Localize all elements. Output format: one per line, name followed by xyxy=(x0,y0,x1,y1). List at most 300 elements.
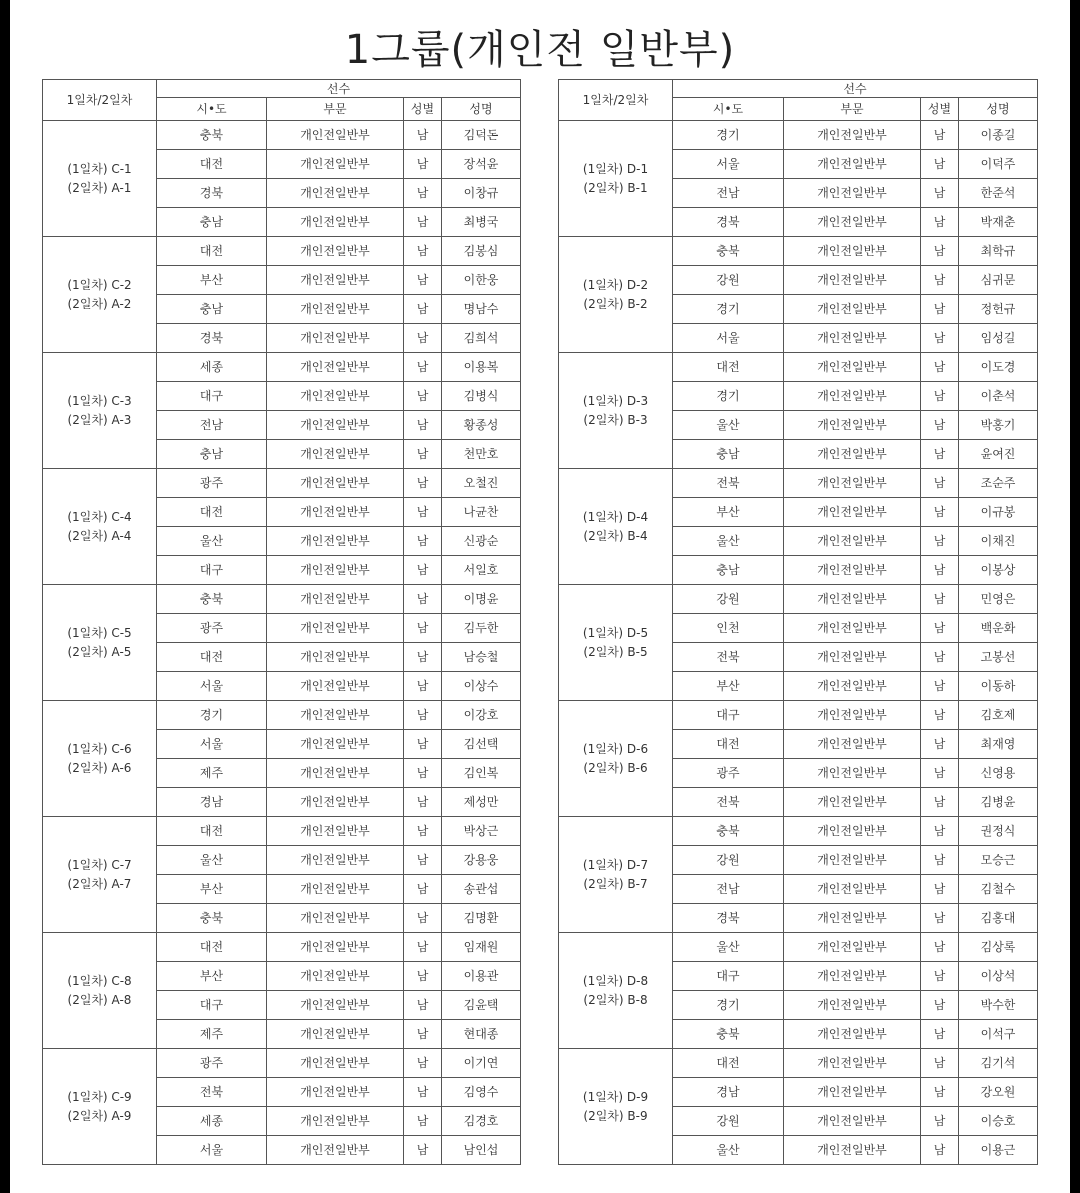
region-cell: 울산 xyxy=(157,846,267,875)
name-cell: 이승호 xyxy=(959,1107,1038,1136)
division-cell: 개인전일반부 xyxy=(784,237,921,266)
gender-cell: 남 xyxy=(921,1078,959,1107)
name-cell: 김윤택 xyxy=(442,991,521,1020)
division-cell: 개인전일반부 xyxy=(267,382,404,411)
group-label xyxy=(559,1049,673,1165)
group-day2-label: (2일차) B-2 xyxy=(583,296,648,311)
division-cell: 개인전일반부 xyxy=(784,1020,921,1049)
name-cell: 김인복 xyxy=(442,759,521,788)
division-cell: 개인전일반부 xyxy=(267,324,404,353)
name-cell: 김호제 xyxy=(959,701,1038,730)
table-row xyxy=(43,933,521,962)
gender-cell: 남 xyxy=(921,904,959,933)
name-cell: 이상석 xyxy=(959,962,1038,991)
gender-cell: 남 xyxy=(404,643,442,672)
group-day1-label: (1일차) D-1 xyxy=(582,161,649,176)
region-cell: 경기 xyxy=(673,121,784,150)
name-cell: 김봉심 xyxy=(442,237,521,266)
name-cell: 김상록 xyxy=(959,933,1038,962)
division-cell: 개인전일반부 xyxy=(267,150,404,179)
name-cell: 윤여진 xyxy=(959,440,1038,469)
division-cell: 개인전일반부 xyxy=(267,1136,404,1165)
region-cell: 울산 xyxy=(673,527,784,556)
region-cell: 충북 xyxy=(157,585,267,614)
group-day1-label: (1일차) D-7 xyxy=(582,857,649,872)
gender-cell: 남 xyxy=(404,498,442,527)
group-day2-label: (2일차) A-8 xyxy=(67,992,132,1007)
region-cell: 세종 xyxy=(157,1107,267,1136)
group-label xyxy=(43,469,157,585)
division-cell: 개인전일반부 xyxy=(267,672,404,701)
gender-cell: 남 xyxy=(404,1078,442,1107)
region-cell: 부산 xyxy=(157,266,267,295)
division-cell: 개인전일반부 xyxy=(784,179,921,208)
gender-cell: 남 xyxy=(921,788,959,817)
table-row xyxy=(559,1049,1038,1078)
division-cell: 개인전일반부 xyxy=(784,1049,921,1078)
gender-cell: 남 xyxy=(404,788,442,817)
page-title: 1그룹(개인전 일반부) xyxy=(344,27,736,73)
region-cell: 경북 xyxy=(157,179,267,208)
division-cell: 개인전일반부 xyxy=(784,208,921,237)
gender-cell: 남 xyxy=(921,933,959,962)
group-label xyxy=(559,933,673,1049)
table-row xyxy=(559,469,1038,498)
division-cell: 개인전일반부 xyxy=(267,1078,404,1107)
division-cell: 개인전일반부 xyxy=(784,817,921,846)
left-group-table xyxy=(42,79,521,1165)
gender-cell: 남 xyxy=(921,1049,959,1078)
name-cell: 백운화 xyxy=(959,614,1038,643)
group-day1-label: (1일차) C-9 xyxy=(67,1089,132,1104)
day-header: 1일차/2일차 xyxy=(559,80,673,121)
gender-cell: 남 xyxy=(404,991,442,1020)
division-cell: 개인전일반부 xyxy=(784,962,921,991)
region-cell: 경기 xyxy=(157,701,267,730)
region-cell: 인천 xyxy=(673,614,784,643)
division-cell: 개인전일반부 xyxy=(784,1136,921,1165)
region-cell: 전남 xyxy=(673,875,784,904)
name-cell: 이봉상 xyxy=(959,556,1038,585)
table-row xyxy=(559,121,1038,150)
division-cell: 개인전일반부 xyxy=(784,353,921,382)
gender-cell: 남 xyxy=(404,585,442,614)
name-cell: 박재춘 xyxy=(959,208,1038,237)
table-row xyxy=(559,817,1038,846)
gender-cell: 남 xyxy=(404,266,442,295)
division-header: 부문 xyxy=(784,98,921,121)
region-cell: 강원 xyxy=(673,585,784,614)
table-row xyxy=(43,353,521,382)
group-day2-label: (2일차) A-7 xyxy=(67,876,132,891)
region-header: 시•도 xyxy=(673,98,784,121)
division-cell: 개인전일반부 xyxy=(784,440,921,469)
division-cell: 개인전일반부 xyxy=(784,295,921,324)
division-cell: 개인전일반부 xyxy=(267,585,404,614)
name-cell: 이강호 xyxy=(442,701,521,730)
gender-cell: 남 xyxy=(921,1136,959,1165)
name-cell: 이규봉 xyxy=(959,498,1038,527)
region-cell: 서울 xyxy=(157,1136,267,1165)
division-cell: 개인전일반부 xyxy=(784,614,921,643)
region-cell: 경기 xyxy=(673,295,784,324)
division-cell: 개인전일반부 xyxy=(784,1078,921,1107)
gender-cell: 남 xyxy=(921,295,959,324)
table-row xyxy=(43,237,521,266)
division-cell: 개인전일반부 xyxy=(784,991,921,1020)
name-cell: 정헌규 xyxy=(959,295,1038,324)
group-day2-label: (2일차) B-7 xyxy=(583,876,648,891)
gender-cell: 남 xyxy=(404,469,442,498)
group-day2-label: (2일차) A-4 xyxy=(67,528,132,543)
group-label xyxy=(43,121,157,237)
player-header: 선수 xyxy=(673,80,1038,98)
division-cell: 개인전일반부 xyxy=(784,643,921,672)
division-cell: 개인전일반부 xyxy=(267,904,404,933)
region-cell: 광주 xyxy=(157,1049,267,1078)
name-cell: 김덕돈 xyxy=(442,121,521,150)
gender-cell: 남 xyxy=(921,150,959,179)
group-day2-label: (2일차) A-1 xyxy=(67,180,132,195)
region-cell: 전남 xyxy=(157,411,267,440)
name-cell: 권정식 xyxy=(959,817,1038,846)
gender-cell: 남 xyxy=(921,962,959,991)
group-day1-label: (1일차) C-8 xyxy=(67,973,132,988)
group-day1-label: (1일차) C-7 xyxy=(67,857,132,872)
region-cell: 대전 xyxy=(673,353,784,382)
region-cell: 대전 xyxy=(157,498,267,527)
gender-cell: 남 xyxy=(404,237,442,266)
region-cell: 경기 xyxy=(673,991,784,1020)
region-cell: 전북 xyxy=(673,788,784,817)
division-cell: 개인전일반부 xyxy=(267,933,404,962)
gender-cell: 남 xyxy=(404,440,442,469)
division-cell: 개인전일반부 xyxy=(784,759,921,788)
region-cell: 부산 xyxy=(673,672,784,701)
gender-cell: 남 xyxy=(404,324,442,353)
gender-header: 성별 xyxy=(921,98,959,121)
gender-cell: 남 xyxy=(921,237,959,266)
group-label xyxy=(43,585,157,701)
name-cell: 강오원 xyxy=(959,1078,1038,1107)
group-label xyxy=(43,1049,157,1165)
region-cell: 경남 xyxy=(673,1078,784,1107)
gender-cell: 남 xyxy=(921,759,959,788)
region-cell: 강원 xyxy=(673,266,784,295)
group-day2-label: (2일차) B-5 xyxy=(583,644,648,659)
group-day1-label: (1일차) C-4 xyxy=(67,509,132,524)
region-cell: 전남 xyxy=(673,179,784,208)
group-label xyxy=(43,817,157,933)
name-cell: 이춘석 xyxy=(959,382,1038,411)
region-cell: 광주 xyxy=(157,469,267,498)
gender-cell: 남 xyxy=(921,179,959,208)
region-cell: 울산 xyxy=(673,411,784,440)
division-cell: 개인전일반부 xyxy=(267,295,404,324)
division-cell: 개인전일반부 xyxy=(267,208,404,237)
gender-cell: 남 xyxy=(921,556,959,585)
gender-cell: 남 xyxy=(921,498,959,527)
gender-cell: 남 xyxy=(404,1107,442,1136)
group-day1-label: (1일차) C-6 xyxy=(67,741,132,756)
name-cell: 이기연 xyxy=(442,1049,521,1078)
division-cell: 개인전일반부 xyxy=(267,759,404,788)
division-cell: 개인전일반부 xyxy=(267,730,404,759)
group-day1-label: (1일차) D-9 xyxy=(582,1089,649,1104)
table-row xyxy=(43,121,521,150)
group-day1-label: (1일차) D-8 xyxy=(582,973,649,988)
gender-cell: 남 xyxy=(921,701,959,730)
region-cell: 경북 xyxy=(157,324,267,353)
header-row xyxy=(43,80,521,98)
region-cell: 전북 xyxy=(673,469,784,498)
group-day1-label: (1일차) D-4 xyxy=(582,509,649,524)
gender-cell: 남 xyxy=(404,933,442,962)
group-day1-label: (1일차) C-1 xyxy=(67,161,132,176)
gender-cell: 남 xyxy=(921,846,959,875)
region-cell: 충남 xyxy=(157,440,267,469)
name-cell: 송관섭 xyxy=(442,875,521,904)
table-row xyxy=(559,701,1038,730)
name-cell: 김병윤 xyxy=(959,788,1038,817)
name-cell: 한준석 xyxy=(959,179,1038,208)
name-cell: 이용복 xyxy=(442,353,521,382)
division-cell: 개인전일반부 xyxy=(784,498,921,527)
gender-cell: 남 xyxy=(921,411,959,440)
region-header: 시•도 xyxy=(157,98,267,121)
region-cell: 충남 xyxy=(673,440,784,469)
name-cell: 나균찬 xyxy=(442,498,521,527)
gender-cell: 남 xyxy=(921,353,959,382)
gender-cell: 남 xyxy=(404,962,442,991)
gender-cell: 남 xyxy=(921,614,959,643)
gender-cell: 남 xyxy=(921,121,959,150)
division-cell: 개인전일반부 xyxy=(267,498,404,527)
gender-cell: 남 xyxy=(921,991,959,1020)
name-cell: 이용근 xyxy=(959,1136,1038,1165)
name-header: 성명 xyxy=(442,98,521,121)
group-label xyxy=(559,585,673,701)
gender-cell: 남 xyxy=(921,382,959,411)
name-cell: 고봉선 xyxy=(959,643,1038,672)
name-cell: 박수한 xyxy=(959,991,1038,1020)
name-cell: 최학규 xyxy=(959,237,1038,266)
region-cell: 울산 xyxy=(157,527,267,556)
division-cell: 개인전일반부 xyxy=(784,672,921,701)
division-cell: 개인전일반부 xyxy=(267,817,404,846)
division-cell: 개인전일반부 xyxy=(784,266,921,295)
gender-cell: 남 xyxy=(404,817,442,846)
region-cell: 대구 xyxy=(673,701,784,730)
name-cell: 김영수 xyxy=(442,1078,521,1107)
gender-cell: 남 xyxy=(404,730,442,759)
division-cell: 개인전일반부 xyxy=(267,411,404,440)
name-cell: 민영은 xyxy=(959,585,1038,614)
name-cell: 김병식 xyxy=(442,382,521,411)
name-cell: 박상근 xyxy=(442,817,521,846)
group-day2-label: (2일차) B-6 xyxy=(583,760,648,775)
region-cell: 대전 xyxy=(673,1049,784,1078)
gender-cell: 남 xyxy=(404,904,442,933)
region-cell: 경기 xyxy=(673,382,784,411)
division-cell: 개인전일반부 xyxy=(784,585,921,614)
division-cell: 개인전일반부 xyxy=(267,846,404,875)
division-cell: 개인전일반부 xyxy=(267,1020,404,1049)
region-cell: 충북 xyxy=(157,121,267,150)
group-label xyxy=(43,701,157,817)
division-cell: 개인전일반부 xyxy=(267,991,404,1020)
region-cell: 강원 xyxy=(673,846,784,875)
division-cell: 개인전일반부 xyxy=(784,875,921,904)
region-cell: 부산 xyxy=(673,498,784,527)
name-cell: 김홍대 xyxy=(959,904,1038,933)
division-cell: 개인전일반부 xyxy=(267,440,404,469)
region-cell: 충북 xyxy=(157,904,267,933)
name-cell: 최재영 xyxy=(959,730,1038,759)
region-cell: 경북 xyxy=(673,904,784,933)
region-cell: 충북 xyxy=(673,817,784,846)
gender-cell: 남 xyxy=(921,324,959,353)
gender-cell: 남 xyxy=(404,556,442,585)
name-cell: 강용웅 xyxy=(442,846,521,875)
name-cell: 김철수 xyxy=(959,875,1038,904)
region-cell: 강원 xyxy=(673,1107,784,1136)
region-cell: 충남 xyxy=(157,295,267,324)
gender-cell: 남 xyxy=(404,846,442,875)
region-cell: 대전 xyxy=(157,150,267,179)
gender-cell: 남 xyxy=(404,179,442,208)
region-cell: 제주 xyxy=(157,1020,267,1049)
name-cell: 이종길 xyxy=(959,121,1038,150)
group-label xyxy=(559,237,673,353)
group-label xyxy=(43,237,157,353)
region-cell: 서울 xyxy=(157,730,267,759)
name-cell: 모승근 xyxy=(959,846,1038,875)
table-row xyxy=(559,933,1038,962)
group-day2-label: (2일차) A-9 xyxy=(67,1108,132,1123)
gender-cell: 남 xyxy=(404,527,442,556)
gender-cell: 남 xyxy=(404,382,442,411)
division-cell: 개인전일반부 xyxy=(784,1107,921,1136)
division-cell: 개인전일반부 xyxy=(267,527,404,556)
name-cell: 이동하 xyxy=(959,672,1038,701)
table-row xyxy=(43,1049,521,1078)
region-cell: 대전 xyxy=(157,817,267,846)
region-cell: 대전 xyxy=(157,237,267,266)
table-row xyxy=(559,353,1038,382)
group-day1-label: (1일차) C-5 xyxy=(67,625,132,640)
name-cell: 김희석 xyxy=(442,324,521,353)
group-label xyxy=(559,121,673,237)
division-cell: 개인전일반부 xyxy=(784,469,921,498)
region-cell: 전북 xyxy=(673,643,784,672)
gender-cell: 남 xyxy=(404,208,442,237)
group-day1-label: (1일차) D-5 xyxy=(582,625,649,640)
name-cell: 김기석 xyxy=(959,1049,1038,1078)
division-cell: 개인전일반부 xyxy=(784,933,921,962)
division-cell: 개인전일반부 xyxy=(784,701,921,730)
gender-cell: 남 xyxy=(921,1107,959,1136)
gender-cell: 남 xyxy=(921,266,959,295)
group-day2-label: (2일차) B-8 xyxy=(583,992,648,1007)
gender-cell: 남 xyxy=(921,469,959,498)
group-label xyxy=(559,469,673,585)
name-cell: 현대종 xyxy=(442,1020,521,1049)
region-cell: 울산 xyxy=(673,1136,784,1165)
division-cell: 개인전일반부 xyxy=(784,904,921,933)
name-header: 성명 xyxy=(959,98,1038,121)
group-day2-label: (2일차) B-3 xyxy=(583,412,648,427)
gender-cell: 남 xyxy=(921,817,959,846)
header-row xyxy=(559,80,1038,98)
gender-cell: 남 xyxy=(921,730,959,759)
name-cell: 이덕주 xyxy=(959,150,1038,179)
division-cell: 개인전일반부 xyxy=(267,179,404,208)
region-cell: 대전 xyxy=(157,643,267,672)
region-cell: 대구 xyxy=(157,556,267,585)
division-cell: 개인전일반부 xyxy=(267,788,404,817)
group-day2-label: (2일차) A-2 xyxy=(67,296,132,311)
group-label xyxy=(559,353,673,469)
name-cell: 최병국 xyxy=(442,208,521,237)
name-cell: 김두한 xyxy=(442,614,521,643)
name-cell: 장석윤 xyxy=(442,150,521,179)
division-cell: 개인전일반부 xyxy=(267,643,404,672)
region-cell: 대구 xyxy=(157,991,267,1020)
region-cell: 경남 xyxy=(157,788,267,817)
name-cell: 제성만 xyxy=(442,788,521,817)
gender-cell: 남 xyxy=(404,1020,442,1049)
name-cell: 오철진 xyxy=(442,469,521,498)
name-cell: 임재원 xyxy=(442,933,521,962)
name-cell: 이도경 xyxy=(959,353,1038,382)
player-header: 선수 xyxy=(157,80,521,98)
region-cell: 대전 xyxy=(157,933,267,962)
name-cell: 김경호 xyxy=(442,1107,521,1136)
table-row xyxy=(43,701,521,730)
group-day2-label: (2일차) B-4 xyxy=(583,528,648,543)
gender-cell: 남 xyxy=(404,1136,442,1165)
group-day2-label: (2일차) A-5 xyxy=(67,644,132,659)
division-cell: 개인전일반부 xyxy=(267,469,404,498)
division-header: 부문 xyxy=(267,98,404,121)
day-header: 1일차/2일차 xyxy=(43,80,157,121)
table-row xyxy=(43,585,521,614)
name-cell: 남승철 xyxy=(442,643,521,672)
gender-cell: 남 xyxy=(921,875,959,904)
division-cell: 개인전일반부 xyxy=(267,353,404,382)
region-cell: 서울 xyxy=(673,150,784,179)
division-cell: 개인전일반부 xyxy=(784,121,921,150)
name-cell: 천만호 xyxy=(442,440,521,469)
gender-cell: 남 xyxy=(921,643,959,672)
division-cell: 개인전일반부 xyxy=(784,730,921,759)
name-cell: 이석구 xyxy=(959,1020,1038,1049)
division-cell: 개인전일반부 xyxy=(267,962,404,991)
name-cell: 김명환 xyxy=(442,904,521,933)
group-day2-label: (2일차) A-3 xyxy=(67,412,132,427)
region-cell: 제주 xyxy=(157,759,267,788)
group-day2-label: (2일차) B-1 xyxy=(583,180,648,195)
name-cell: 이명윤 xyxy=(442,585,521,614)
gender-cell: 남 xyxy=(404,150,442,179)
region-cell: 전북 xyxy=(157,1078,267,1107)
division-cell: 개인전일반부 xyxy=(784,324,921,353)
division-cell: 개인전일반부 xyxy=(784,382,921,411)
name-cell: 신영용 xyxy=(959,759,1038,788)
division-cell: 개인전일반부 xyxy=(267,556,404,585)
gender-cell: 남 xyxy=(921,672,959,701)
